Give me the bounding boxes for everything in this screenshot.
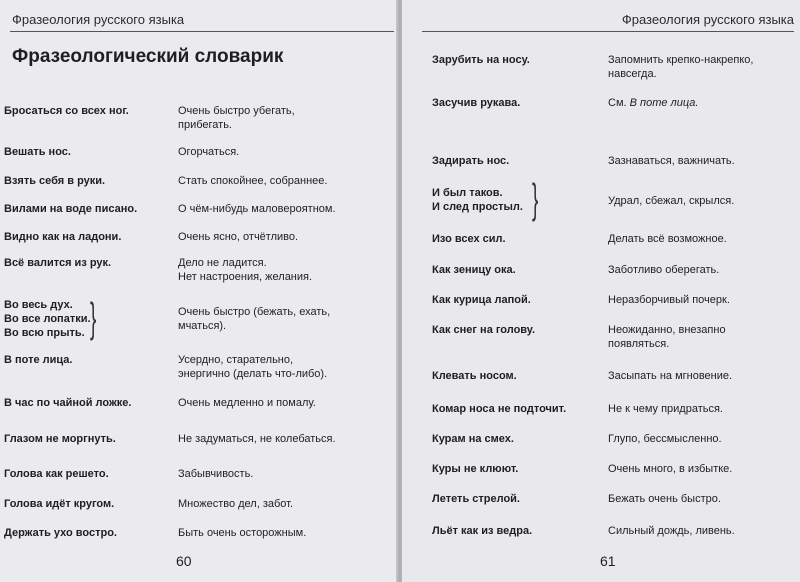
entry-definition: Усердно, старательно, [178,354,294,366]
left-header-rule [10,31,394,32]
page-number: 60 [176,553,192,569]
entry-term: Как курица лапой. [432,294,531,306]
definition-prefix: См. [608,97,630,109]
entry-term: И был таков. [432,187,503,199]
entry-term: И след простыл. [432,201,523,213]
entry-definition: Зазнаваться, важничать. [608,155,735,167]
left-running-header: Фразеология русского языка [12,12,185,27]
entry-term: Взять себя в руки. [4,175,106,187]
entry-definition: Множество дел, забот. [178,498,294,510]
entry-definition: Очень быстро (бежать, ехать, [178,306,331,318]
entry-definition: Удрал, сбежал, скрылся. [608,195,735,207]
entry-definition: Сильный дождь, ливень. [608,525,735,537]
left-page [0,0,398,582]
entry-definition: прибегать. [178,119,232,131]
page-number: 61 [600,553,616,569]
entry-definition: Запомнить крепко-накрепко, [608,54,754,66]
entry-term: В час по чайной ложке. [4,397,132,409]
entry-definition: энергично (делать что-либо). [178,368,328,380]
right-running-header: Фразеология русского языка [621,12,794,27]
right-page [402,0,800,582]
entry-term: Куры не клюют. [432,463,519,475]
entry-definition: Заботливо оберегать. [608,264,720,276]
entry-definition: Нет настроения, желания. [178,271,313,283]
entry-definition: Очень быстро убегать, [178,105,295,117]
entry-term: В поте лица. [4,354,73,366]
entry-definition: мчаться). [178,320,227,332]
entry-definition: Огорчаться. [178,146,240,158]
entry-definition: Делать всё возможное. [608,233,727,245]
entry-term: Во весь дух. [4,299,73,311]
entry-definition: Забывчивость. [178,468,254,480]
entry-term: Вешать нос. [4,146,71,158]
entry-definition: Неожиданно, внезапно [608,324,726,336]
page-title: Фразеологический словарик [12,46,284,67]
entry-definition: Неразборчивый почерк. [608,294,730,306]
grouping-brace: } [532,175,539,222]
entry-term: Бросаться со всех ног. [4,105,129,117]
definition-reference: В поте лица. [629,97,699,109]
entry-definition: навсегда. [608,68,657,80]
entry-term: Как зеницу ока. [432,264,516,276]
entry-term: Видно как на ладони. [4,231,122,243]
entry-definition: Дело не ладится. [178,257,267,269]
entry-term: Держать ухо востро. [4,527,117,539]
entry-term: Во всю прыть. [4,327,85,339]
entry-definition: Засыпать на мгновение. [608,370,733,382]
entry-term: Голова как решето. [4,468,109,480]
entry-term: Во все лопатки. [4,313,91,325]
entry-definition: О чём-нибудь маловероятном. [178,203,336,215]
entry-definition: Бежать очень быстро. [608,493,721,505]
entry-definition: Очень медленно и помалу. [178,397,316,409]
entry-term: Клевать носом. [432,370,517,382]
entry-term: Засучив рукава. [432,97,521,109]
entry-term: Вилами на воде писано. [4,203,138,215]
entry-term: Как снег на голову. [432,324,536,336]
entry-term: Зарубить на носу. [432,54,530,66]
grouping-brace: } [90,294,97,341]
entry-term: Голова идёт кругом. [4,498,115,510]
entry-term: Курам на смех. [432,433,514,445]
entry-definition [608,96,698,110]
entry-term: Изо всех сил. [432,233,506,245]
entry-definition: Не к чему придраться. [608,403,723,415]
entry-definition: Глупо, бессмысленно. [608,433,722,445]
entry-definition: появляться. [608,338,670,350]
entry-term: Льёт как из ведра. [432,525,533,537]
entry-definition: Очень ясно, отчётливо. [178,231,299,243]
right-header-rule [422,31,794,32]
entry-term: Всё валится из рук. [4,257,112,269]
entry-term: Комар носа не подточит. [432,403,567,415]
entry-definition: Не задуматься, не колебаться. [178,433,336,445]
entry-term: Лететь стрелой. [432,493,520,505]
entry-definition: Стать спокойнее, собраннее. [178,175,328,187]
entry-term: Глазом не моргнуть. [4,433,116,445]
entry-definition: Очень много, в избытке. [608,463,733,475]
entry-term: Задирать нос. [432,155,510,167]
entry-definition: Быть очень осторожным. [178,527,307,539]
